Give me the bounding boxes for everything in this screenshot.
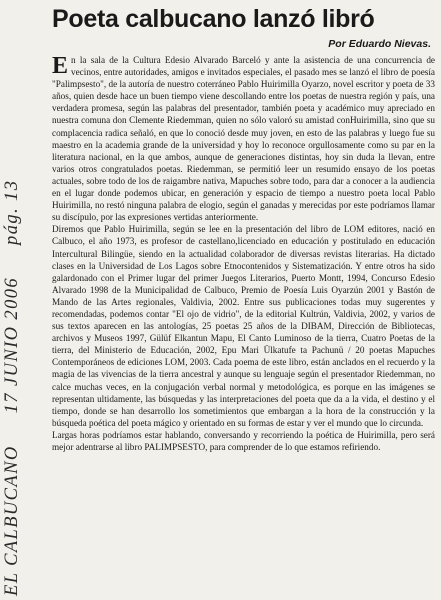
article-title: Poeta calbucano lanzó libró [52,5,375,33]
page-reference: pág. 13 [2,179,22,245]
article-body [52,54,435,453]
article-paragraph: Diremos que Pablo Huirimilla, según se lee en la presentación del libro de LOM editores, nació en Calbuco, el año 1973, es profesor de castellano,licenciado en educación y postitulado en educación Intercultural Bilingüe, siendo en la actualidad colaborador de diversas revistas literarias. Ha dictado clases en la Universidad de Los Lagos sobre Etnocontenidos y Sistematización. Y entre otros ha sido galardonado con el Primer lugar del primer Juegos Literarios, Puerto Montt, 1994, Concurso Edesio Alvarado 1998 de la Municipalidad de Calbuco, Premio de Poesía Luis Oyarzún 2001 y Bastón de Mando de las Artes regionales, Valdivia, 2002. Entre sus publicaciones todas muy sugerentes y recomendadas, podemos contar "El ojo de vidrio", de la editorial Kultrún, Valdivia, 2002, y varios de sus textos aparecen en las antologías, 25 poetas 25 años de la DIBAM, Dirección de Bibliotecas, archivos y Museos 1997, Gülüf Elkantun Mapu, El Canto Luminoso de la tierra, Cuatro Poetas de la tierra, del Ministerio de Educación, 2002, Epu Mari Ülkatufe ta Pachunü / 20 poetas Mapuches Contemporáneos de ediciones LOM, 2003. Cada poema de este libro, están anclados en el recuerdo y la magia de las vivencias de la tierra ancestral y aunque su lenguaje según el presentador Riedemman, no calce muchas veces, en la conjugación verbal normal y metodológica, es porque en las imágenes se representan ultidamente, las búsquedas y las interpretaciones del poeta que da a la vida, el destino y el tiempo, donde se han desarrollo los sometimientos que embargan a la hora de la construcción y la búsqueda poética del poeta mágico y orientado en su formas de estar y ver el mundo que lo circunda. [52,224,435,428]
article-byline: Por Eduardo Nievas. [328,38,431,50]
newspaper-name: EL CALBUCANO [2,445,22,596]
article-paragraph: Largas horas podríamos estar hablando, conversando y recorriendo la poética de Huirimilla, pero será mejor adentrarse al libro PALIMPSESTO, para comprender de lo que estamos refiriendo. [52,429,435,452]
handwritten-margin-note [2,76,23,596]
clipping-date: 17 JUNIO 2006 [2,276,22,414]
drop-cap: E [52,53,69,79]
article-paragraph [52,54,435,223]
paragraph-text: n la sala de la Cultura Edesio Alvarado Barceló y ante la asistencia de una concurrencia de vecinos, entre autoridades, amigos e invitados especiales, el pasado mes se lanzó el libro de poesía "Palimpsesto", de la autoría de nuestro coterráneo Pablo Huirimilla Oyarzo, novel escritor y poeta de 33 años, quien desde hace un buen tiempo viene descollando entre los poetas de nuestra región y país, una verdadera promesa, según las palabras del presentador, también poeta y académico muy apreciado en nuestra comuna don Clemente Riedemman, quien no sólo valoró su amistad conHuirimilla, sino que su complacencia radica señaló, en que lo conoció desde muy joven, en esto de las palabras y luego fue su maestro en la academia grande de la universidad y hoy lo reconoce orgullosamente como su par en la literatura nacional, en la que ambos, aunque de generaciones distintas, hoy sin duda la llevan, entre varios otros congratulados poetas. Riedemman, se permitió leer un resumido ensayo de los poetas actuales, sobre todo de los de raigambre nativa, Mapuches sobre todo, para dar a conocer a la audiencia en el lugar donde podemos ubicar, en generación y espacio de tiempo a nuestro poeta local Pablo Huirimilla, no restó ninguna palabra de elogio, según el ganadas y merecidas por este podríamos llamar su discípulo, por las expresiones vertidas anteriormente. [52,55,435,223]
